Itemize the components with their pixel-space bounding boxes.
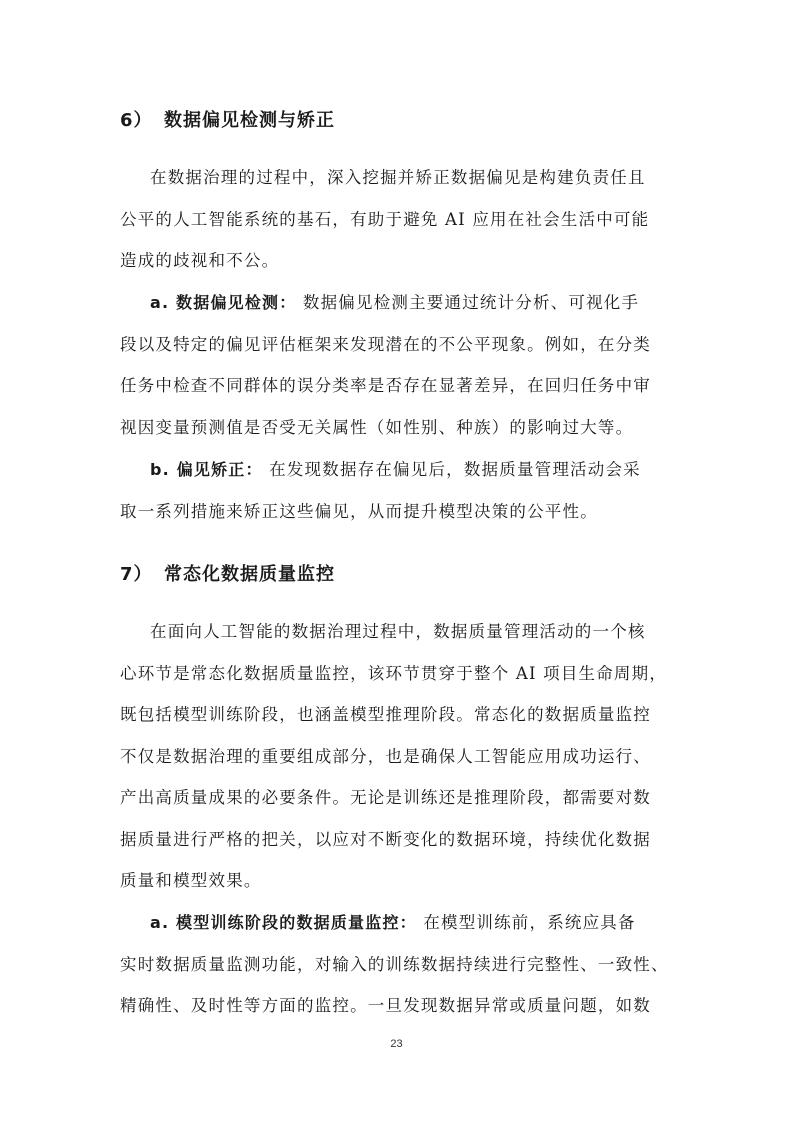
- paragraph-line: 不仅是数据治理的重要组成部分，也是确保人工智能应用成功运行、: [120, 746, 651, 766]
- paragraph-line: 产出高质量成果的必要条件。无论是训练还是推理阶段，都需要对数: [120, 788, 651, 807]
- section-6-heading: [120, 106, 335, 132]
- section-7-title: 常态化数据质量监控: [164, 564, 335, 585]
- section-7-heading: [120, 560, 335, 586]
- paragraph-line: 据质量进行严格的把关，以应对不断变化的数据环境，持续优化数据: [120, 829, 651, 849]
- paragraph-line: 取一系列措施来矫正这些偏见，从而提升模型决策的公平性。: [120, 501, 598, 521]
- paragraph-line: 既包括模型训练阶段，也涵盖模型推理阶段。常态化的数据质量监控: [120, 705, 651, 724]
- paragraph-line: 段以及特定的偏见评估框架来发现潜在的不公平现象。例如，在分类: [120, 334, 651, 354]
- paragraph-line: 造成的歧视和不公。: [120, 251, 280, 270]
- paragraph-line: [120, 449, 675, 491]
- item-label: a. 模型训练阶段的数据质量监控：: [150, 913, 417, 932]
- section-6-intro-paragraph: [120, 157, 675, 282]
- item-label: a. 数据偏见检测：: [150, 293, 297, 312]
- item-label: b. 偏见矫正：: [150, 460, 263, 479]
- paragraph-line: [120, 282, 675, 324]
- section-6-item-b: [120, 449, 675, 532]
- paragraph-line: 在数据治理的过程中，深入挖掘并矫正数据偏见是构建负责任且: [150, 168, 646, 187]
- section-6-item-a: [120, 282, 675, 448]
- paragraph-line: 视因变量预测值是否受无关属性（如性别、种族）的影响过大等。: [120, 417, 634, 437]
- paragraph-line: 心环节是常态化数据质量监控，该环节贯穿于整个 AI 项目生命周期，: [120, 663, 668, 683]
- section-7-number: 7）: [120, 564, 153, 585]
- page-number: 23: [390, 1038, 403, 1050]
- section-6-title: 数据偏见检测与矫正: [164, 110, 335, 131]
- paragraph-line: 在面向人工智能的数据治理过程中，数据质量管理活动的一个核: [150, 622, 646, 641]
- paragraph-line: 精确性、及时性等方面的监控。一旦发现数据异常或质量问题，如数: [120, 996, 651, 1015]
- section-7-item-a: [120, 902, 675, 1027]
- paragraph-line: 任务中检查不同群体的误分类率是否存在显著差异，在回归任务中审: [120, 376, 651, 395]
- item-text: 在模型训练前，系统应具备: [423, 913, 636, 932]
- section-6-number: 6）: [120, 110, 153, 131]
- section-7-intro-paragraph: [120, 611, 675, 902]
- paragraph-line: 公平的人工智能系统的基石，有助于避免 AI 应用在社会生活中可能: [120, 209, 650, 229]
- item-text: 数据偏见检测主要通过统计分析、可视化手: [302, 293, 640, 312]
- item-text: 在发现数据存在偏见后，数据质量管理活动会采: [269, 460, 641, 479]
- paragraph-line: 质量和模型效果。: [120, 871, 262, 890]
- paragraph-line: [120, 902, 675, 944]
- paragraph-line: 实时数据质量监测功能，对输入的训练数据持续进行完整性、一致性、: [120, 954, 669, 974]
